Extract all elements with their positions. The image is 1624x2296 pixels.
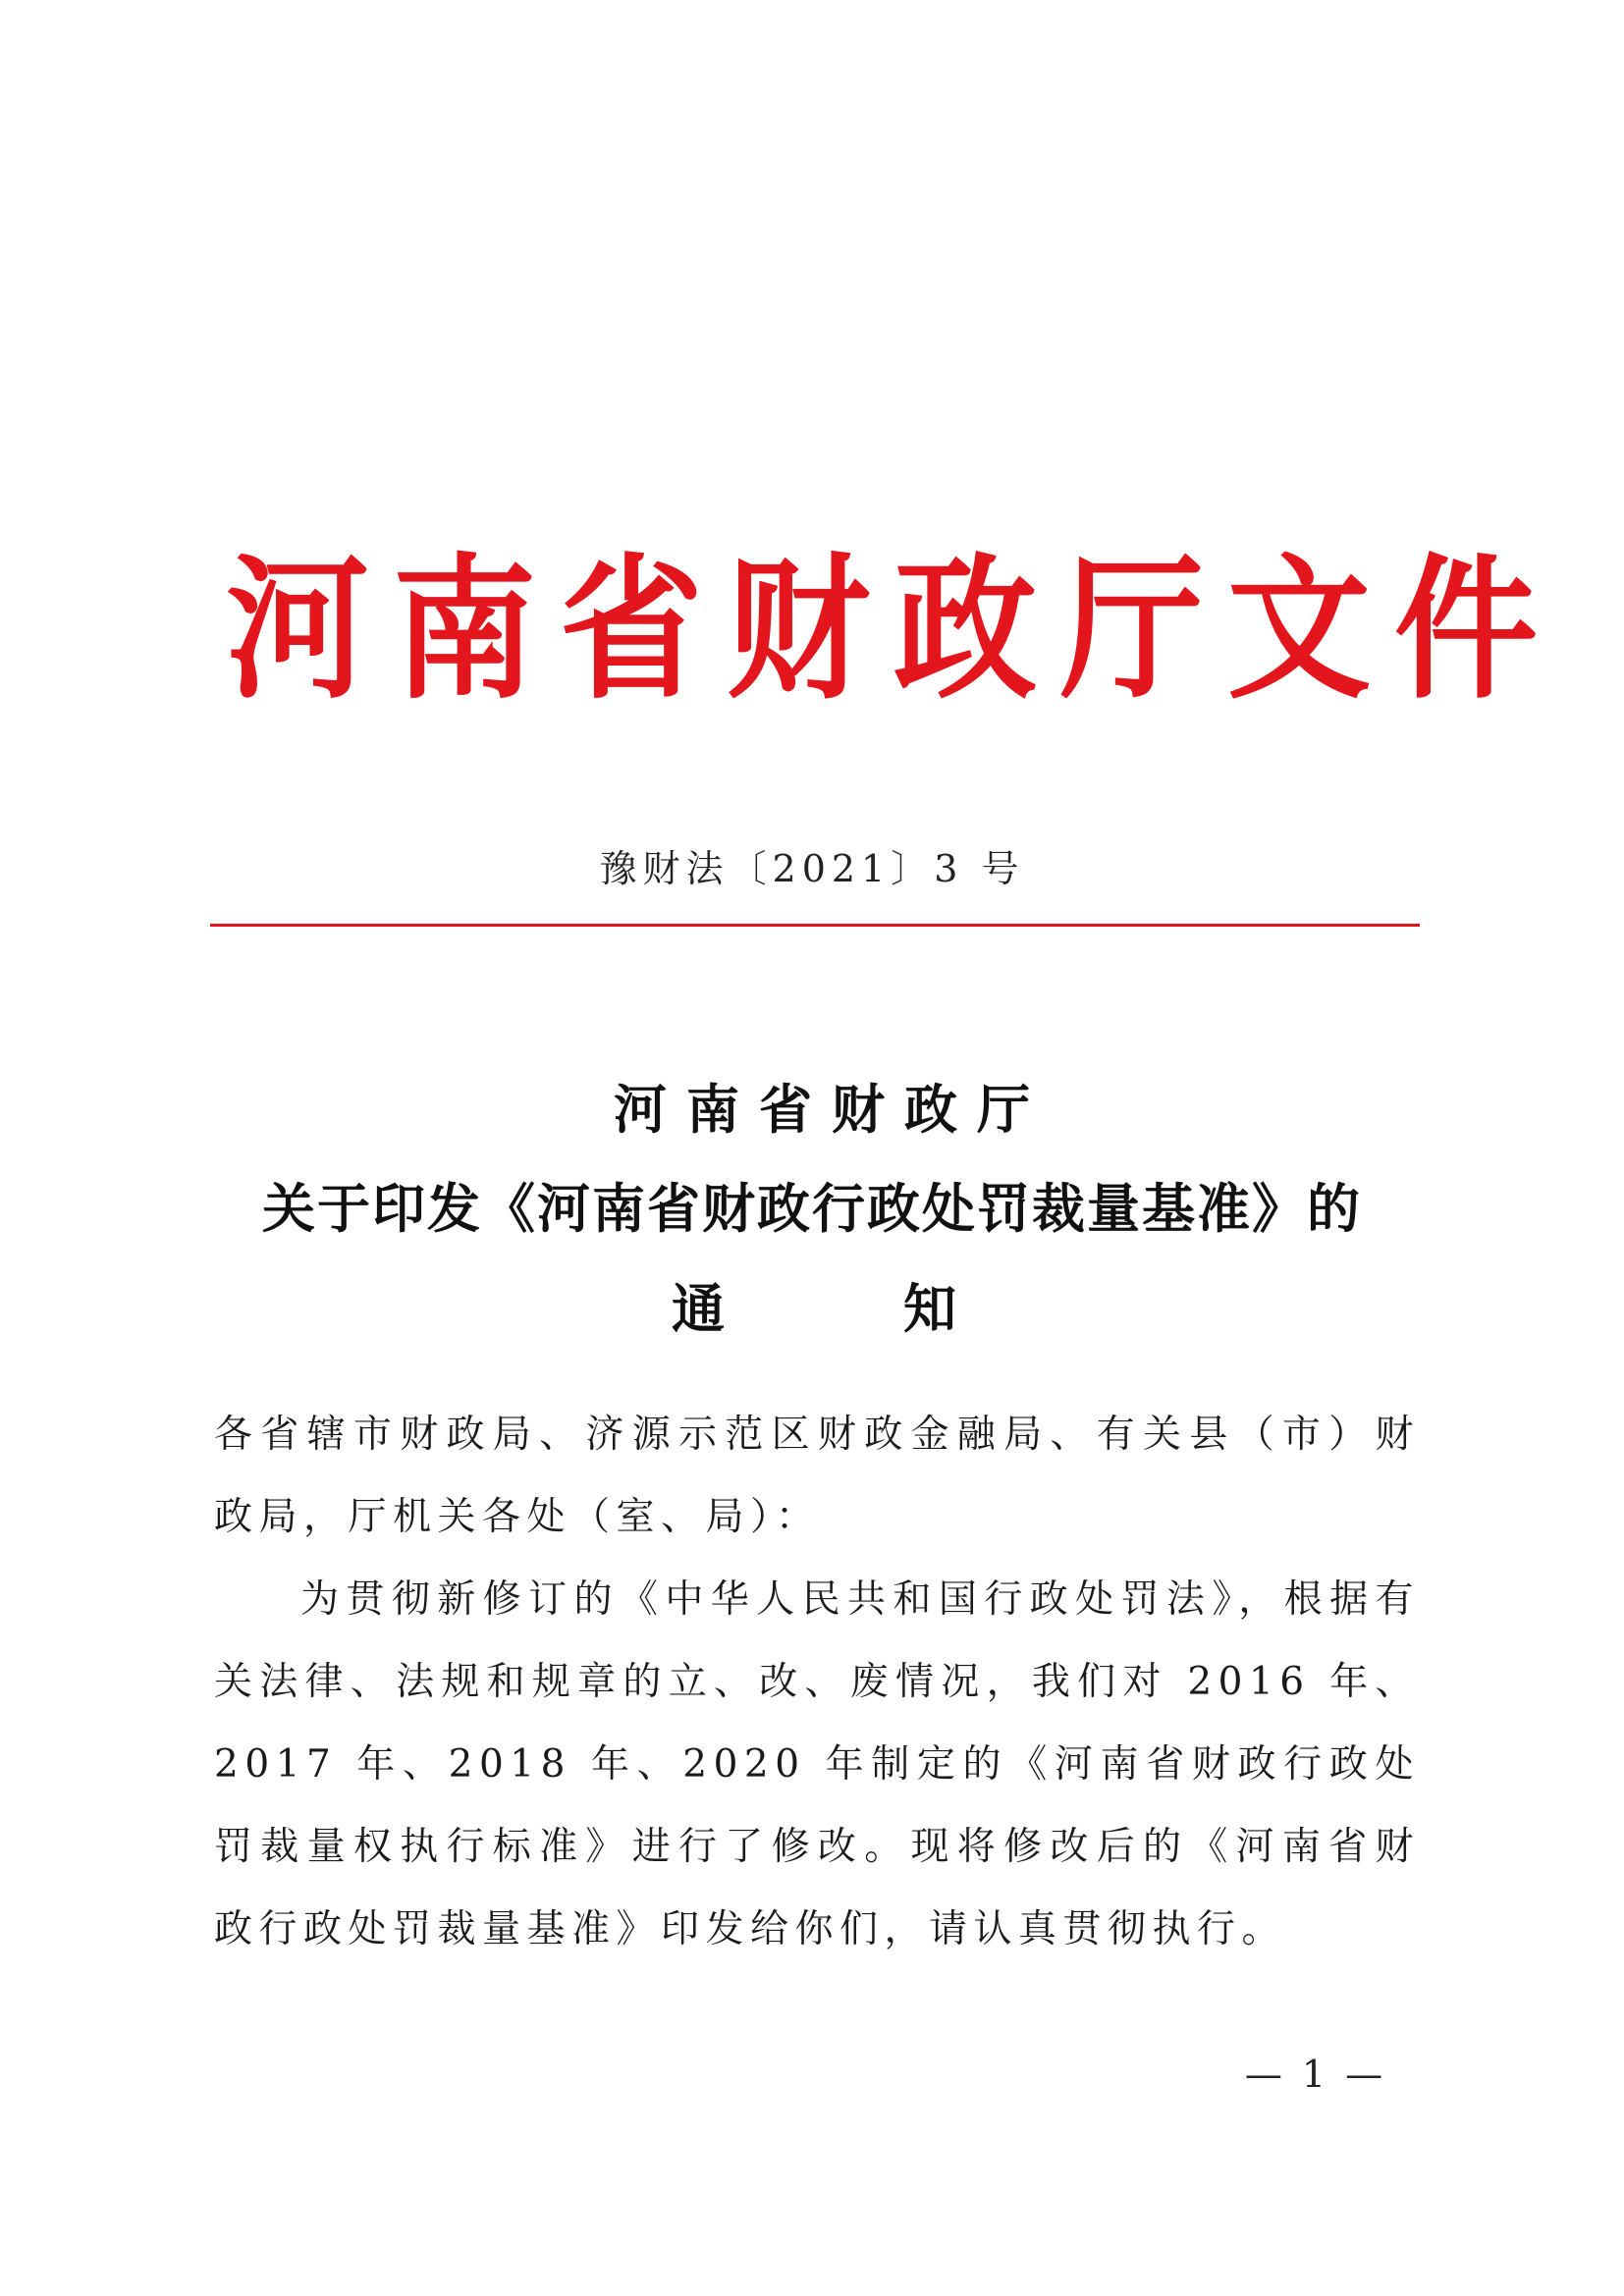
body-paragraph: 为贯彻新修订的《中华人民共和国行政处罚法》，根据有关法律、法规和规章的立、改、废情况，我们对 2016 年、2017 年、2018 年、2020 年制定的《河南省财政行政处罚裁量权执行标准》进行了修改。现将修改后的《河南省财政行政处罚裁量基准》印发给你们，请认真贯彻执行。 [214,1577,1420,1951]
title-subject: 关于印发《河南省财政行政处罚裁量基准》的 [262,1178,1362,1240]
document-masthead: 河南省财政厅文件 [226,540,1561,721]
document-number: 豫财法〔2021〕3 号 [599,847,1025,890]
title-notice-char-2: 知 [903,1278,956,1340]
red-separator-line [210,924,1420,927]
addressee: 各省辖市财政局、济源示范区财政金融局、有关县（市）财政局，厅机关各处（室、局）： [214,1413,1420,1539]
title-notice-char-1: 通 [672,1278,725,1340]
title-issuer: 河南省财政厅 [614,1079,1050,1141]
page-number: — 1 — [1244,2053,1387,2096]
